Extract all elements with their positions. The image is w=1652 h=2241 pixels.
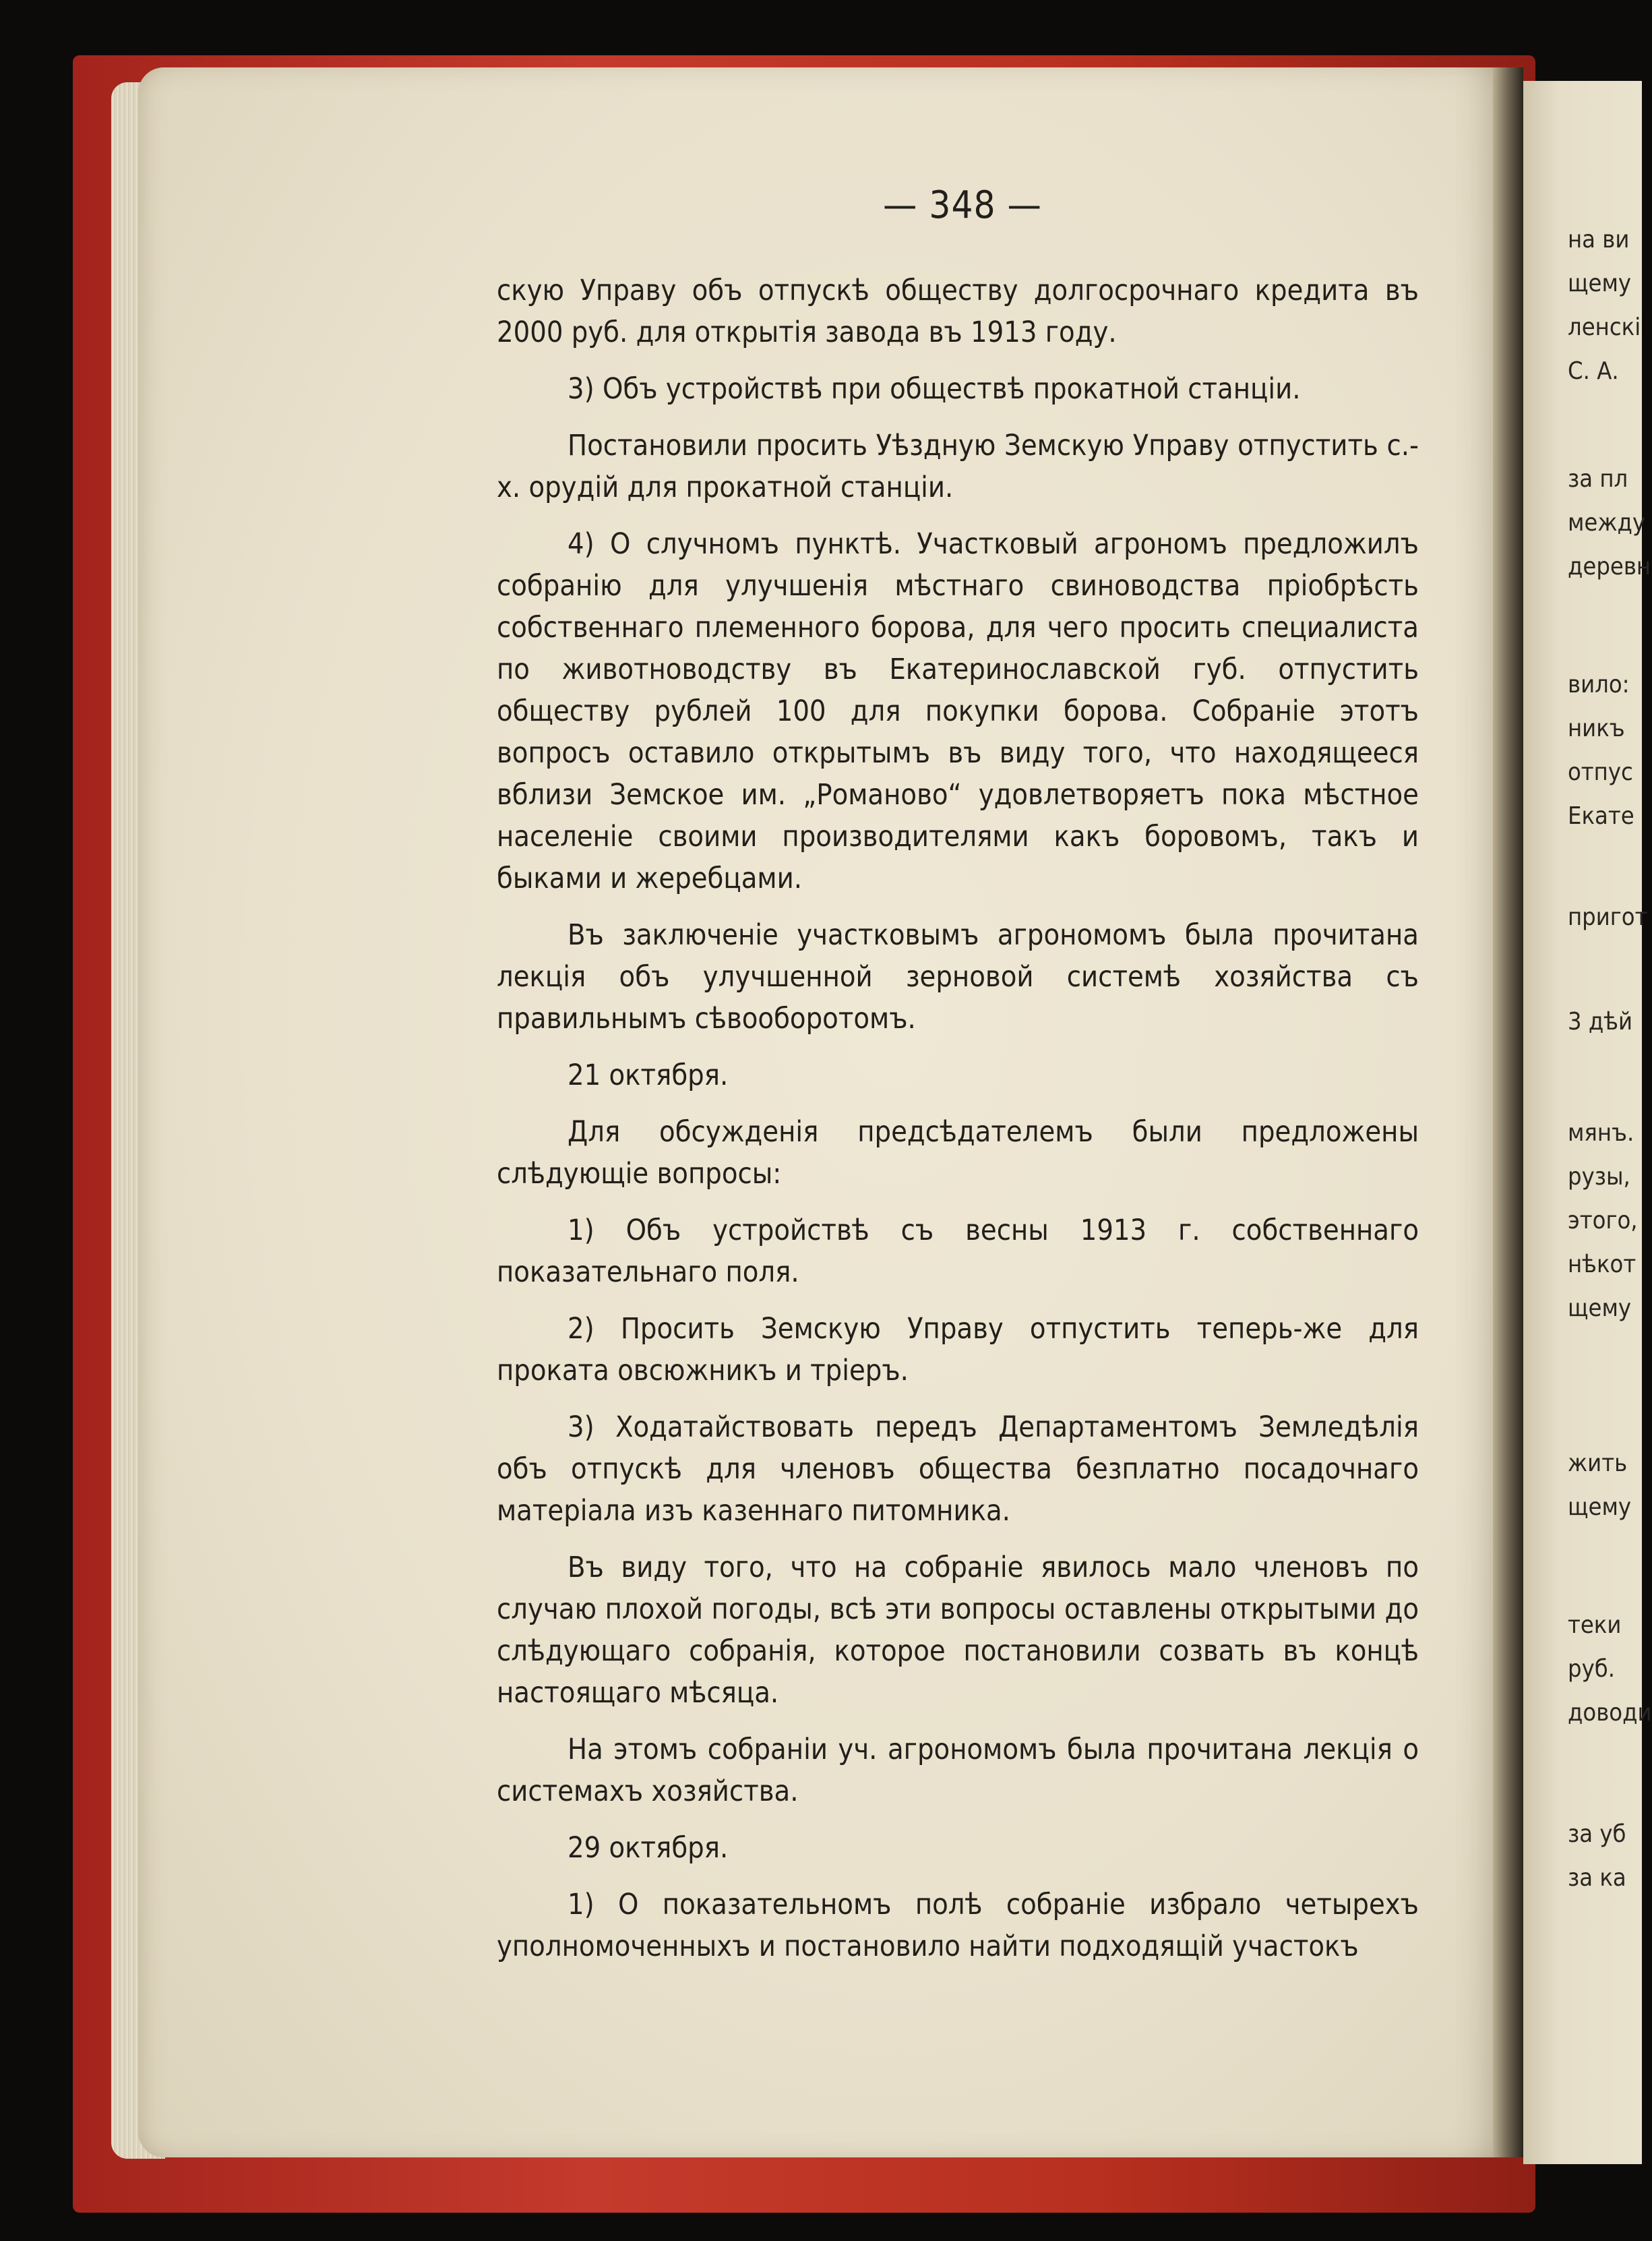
facing-page-fragment: 3 дѣй <box>1568 1008 1633 1036</box>
paragraph: Постановили просить Уѣздную Земскую Управу отпустить с.-х. орудій для прокатной станціи. <box>497 429 1419 504</box>
paragraph: 29 октября. <box>568 1831 729 1865</box>
facing-page-fragment: ленскі <box>1568 313 1641 341</box>
facing-page-fragment: щему <box>1568 270 1632 297</box>
facing-page-fragment: за ка <box>1568 1864 1626 1892</box>
facing-page-fragment: мянъ. <box>1568 1119 1634 1147</box>
facing-page-fragment: за пл <box>1568 465 1628 493</box>
facing-page-fragment: доводи <box>1568 1699 1652 1727</box>
paragraph: 3) Объ устройствѣ при обществѣ прокатной станціи. <box>568 372 1301 406</box>
facing-page-fragment: щему <box>1568 1294 1632 1322</box>
facing-page-fragment: руб. <box>1568 1655 1615 1683</box>
facing-page-fragment: никъ <box>1568 715 1625 742</box>
paragraph: 2) Просить Земскую Управу отпустить теперь-же для проката овсюжникъ и тріеръ. <box>497 1312 1419 1387</box>
paragraph: На этомъ собраніи уч. агрономомъ была прочитана лекція о системахъ хозяйства. <box>497 1733 1419 1808</box>
facing-page-fragment: пригот <box>1568 903 1648 931</box>
page-number: — 348 — <box>883 183 1042 227</box>
book-gutter <box>1493 67 1523 2157</box>
facing-page-fragment: вило: <box>1568 671 1630 698</box>
paragraph: 1) Объ устройствѣ съ весны 1913 г. собственнаго показательнаго поля. <box>497 1214 1419 1289</box>
facing-page-fragment: деревн <box>1568 553 1651 580</box>
facing-page-fragment: щему <box>1568 1493 1632 1521</box>
paragraph: Въ виду того, что на собраніе явилось мало членовъ по случаю плохой погоды, всѣ эти вопросы оставлены открытыми до слѣдующаго собранія, которое постановили созвать въ концѣ настоящаго мѣсяца. <box>497 1551 1419 1710</box>
facing-page-fragment: за уб <box>1568 1820 1626 1848</box>
paragraph: скую Управу объ отпускѣ обществу долгосрочнаго кредита въ 2000 руб. для открытія завода въ 1913 году. <box>497 274 1419 349</box>
paragraph: 1) О показательномъ полѣ собраніе избрало четырехъ уполномоченныхъ и постановило найти подходящій участокъ <box>497 1888 1419 1963</box>
facing-page <box>1523 81 1652 2164</box>
facing-page-fragment: нѣкот <box>1568 1251 1636 1278</box>
paragraph: 4) О случномъ пунктѣ. Участковый агрономъ предложилъ собранію для улучшенія мѣстнаго свиноводства пріобрѣсть собственнаго племенного борова, для чего просить специалиста по животноводству въ Екатеринославской губ. отпустить обществу рублей 100 для покупки борова. Собраніе этотъ вопросъ оставило открытымъ въ виду того, что находящееся вблизи Земское им. „Романово“ удовлетворяетъ пока мѣстное населеніе своими производителями какъ боровомъ, такъ и быками и жеребцами. <box>497 527 1419 895</box>
page-text <box>497 270 1419 1982</box>
facing-page-fragment: этого, <box>1568 1207 1638 1234</box>
paragraph: 21 октября. <box>568 1058 729 1092</box>
facing-page-fragment: рузы, <box>1568 1163 1630 1191</box>
facing-page-fragment: на ви <box>1568 226 1630 253</box>
paragraph: Въ заключеніе участковымъ агрономомъ была прочитана лекція объ улучшенной зерновой системѣ хозяйства съ правильнымъ сѣвооборотомъ. <box>497 918 1419 1036</box>
facing-page-fragment: С. А. <box>1568 357 1619 385</box>
paragraph: 3) Ходатайствовать передъ Департаментомъ Земледѣлія объ отпускѣ для членовъ общества безплатно посадочнаго матеріала изъ казеннаго питомника. <box>497 1410 1419 1528</box>
facing-page-fragment: Екате <box>1568 802 1634 830</box>
facing-page-fragment: теки <box>1568 1611 1622 1639</box>
facing-page-fragment: между <box>1568 509 1646 537</box>
paragraph: Для обсужденія предсѣдателемъ были предложены слѣдующіе вопросы: <box>497 1115 1419 1191</box>
facing-page-fragment: жить <box>1568 1450 1628 1477</box>
facing-page-fragment: отпус <box>1568 758 1633 786</box>
